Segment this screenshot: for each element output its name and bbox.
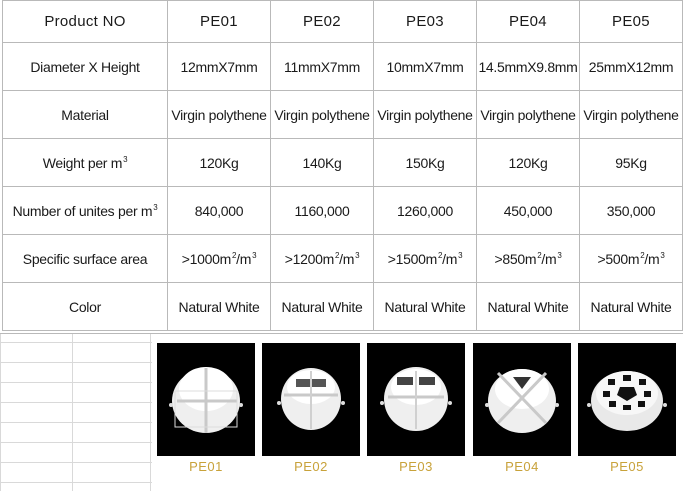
row-label-text: Number of unites per m bbox=[12, 202, 153, 219]
header-cell: PE04 bbox=[477, 1, 580, 43]
header-cell: PE01 bbox=[168, 1, 271, 43]
table-cell: 120Kg bbox=[477, 139, 580, 187]
row-label bbox=[3, 139, 168, 187]
right-margin bbox=[683, 0, 689, 491]
table-cell: 95Kg bbox=[580, 139, 683, 187]
table-cell: Virgin polythene bbox=[271, 91, 374, 139]
table-cell: 1160,000 bbox=[271, 187, 374, 235]
header-cell: PE03 bbox=[374, 1, 477, 43]
table-cell: 150Kg bbox=[374, 139, 477, 187]
header-cell: PE02 bbox=[271, 1, 374, 43]
table-cell: Natural White bbox=[374, 283, 477, 331]
product-pe04 bbox=[473, 343, 571, 474]
product-pe01 bbox=[157, 343, 255, 474]
table-cell: 840,000 bbox=[168, 187, 271, 235]
header-cell: Product NO bbox=[3, 1, 168, 43]
table-cell: 1260,000 bbox=[374, 187, 477, 235]
pe03-media-icon bbox=[367, 343, 465, 456]
row-label: Color bbox=[3, 283, 168, 331]
table-cell: $>1500m^2/m^3$ bbox=[374, 235, 477, 283]
table-cell: Virgin polythene bbox=[374, 91, 477, 139]
table-cell: 25mmX12mm bbox=[580, 43, 683, 91]
table-cell: Virgin polythene bbox=[580, 91, 683, 139]
table-cell: Virgin polythene bbox=[477, 91, 580, 139]
product-pe03 bbox=[367, 343, 465, 474]
table-row bbox=[3, 91, 683, 139]
spreadsheet-grid bbox=[0, 334, 152, 491]
table-cell: 11mmX7mm bbox=[271, 43, 374, 91]
row-label: Diameter X Height bbox=[3, 43, 168, 91]
table-cell: Natural White bbox=[271, 283, 374, 331]
product-caption: PE01 bbox=[189, 459, 223, 474]
superscript: 3 bbox=[153, 202, 158, 212]
table-cell: 450,000 bbox=[477, 187, 580, 235]
table-cell: 350,000 bbox=[580, 187, 683, 235]
table-cell: 14.5mmX9.8mm bbox=[477, 43, 580, 91]
spec-table bbox=[2, 0, 683, 331]
table-cell: 140Kg bbox=[271, 139, 374, 187]
product-caption: PE05 bbox=[610, 459, 644, 474]
row-label: Specific surface area bbox=[3, 235, 168, 283]
product-pe02 bbox=[262, 343, 360, 474]
pe02-media-icon bbox=[262, 343, 360, 456]
row-label: Material bbox=[3, 91, 168, 139]
product-pe05 bbox=[578, 343, 676, 474]
row-label bbox=[3, 187, 168, 235]
superscript: 3 bbox=[123, 154, 128, 164]
row-label-text: Weight per m bbox=[42, 154, 123, 171]
pe05-media-icon bbox=[578, 343, 676, 456]
table-row bbox=[3, 187, 683, 235]
table-cell: Natural White bbox=[580, 283, 683, 331]
table-cell: Natural White bbox=[168, 283, 271, 331]
table-cell: Natural White bbox=[477, 283, 580, 331]
table-cell: 10mmX7mm bbox=[374, 43, 477, 91]
table-row bbox=[3, 43, 683, 91]
table-cell: $>500m^2/m^3$ bbox=[580, 235, 683, 283]
table-cell: Virgin polythene bbox=[168, 91, 271, 139]
pe04-media-icon bbox=[473, 343, 571, 456]
table-cell: $>1000m^2/m^3$ bbox=[168, 235, 271, 283]
table-row bbox=[3, 235, 683, 283]
pe01-media-icon bbox=[157, 343, 255, 456]
table-cell: $>1200m^2/m^3$ bbox=[271, 235, 374, 283]
header-cell: PE05 bbox=[580, 1, 683, 43]
table-cell: $>850m^2/m^3$ bbox=[477, 235, 580, 283]
product-caption: PE02 bbox=[294, 459, 328, 474]
table-row bbox=[3, 139, 683, 187]
product-caption: PE03 bbox=[399, 459, 433, 474]
product-caption: PE04 bbox=[505, 459, 539, 474]
table-header-row bbox=[3, 1, 683, 43]
table-row bbox=[3, 283, 683, 331]
table-cell: 120Kg bbox=[168, 139, 271, 187]
table-cell: 12mmX7mm bbox=[168, 43, 271, 91]
